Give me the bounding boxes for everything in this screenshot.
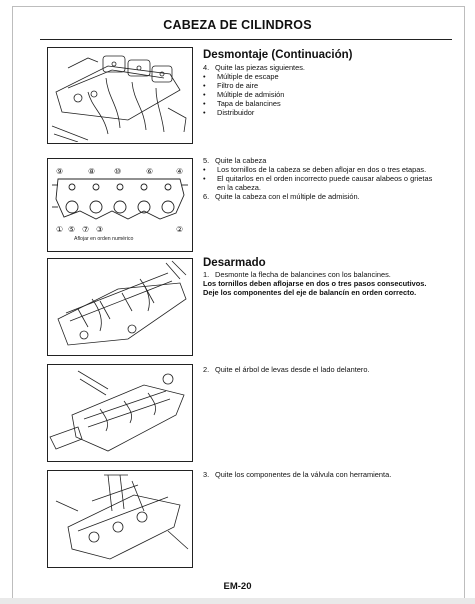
- step-3: 3. Quite los componentes de la válvula con herramienta.: [203, 470, 392, 479]
- list-item: • El quitarlos en el orden incorrecto puede causar alabeos o grietas: [203, 174, 433, 183]
- title-rule: [40, 39, 452, 40]
- bolt-number-top: ⑩: [114, 167, 122, 176]
- section-title-desmontaje: Desmontaje (Continuación): [203, 49, 353, 61]
- list-item: • Múltiple de escape: [203, 72, 279, 81]
- bolt-number-bottom: ①: [56, 225, 64, 234]
- step-text: Quite las piezas siguientes.: [215, 63, 305, 72]
- step-4: [203, 63, 305, 72]
- figure-camshaft: [47, 364, 193, 462]
- page-number: EM-20: [223, 581, 252, 592]
- bolt-number-bottom: ⑤: [68, 225, 76, 234]
- list-item-continuation: en la cabeza.: [217, 183, 261, 192]
- list-item: • Tapa de balancines: [203, 99, 281, 108]
- figure-valve-components: [47, 470, 193, 568]
- warning-note: Los tornillos deben aflojarse en dos o tres pasos consecutivos.: [203, 279, 427, 288]
- list-item: • Múltiple de admisión: [203, 90, 285, 99]
- figure-rocker-shaft: [47, 258, 193, 356]
- list-item: • Distribuidor: [203, 108, 255, 117]
- bottom-strip: [0, 598, 475, 604]
- figure-bolt-sequence: [47, 158, 193, 252]
- bolt-number-bottom: ⑦: [82, 225, 90, 234]
- bolt-number-top: ④: [176, 167, 184, 176]
- step-number: 4.: [203, 63, 210, 72]
- bolt-number-top: ⑥: [146, 167, 154, 176]
- figure-engine-manifolds: [47, 47, 193, 144]
- page-title: CABEZA DE CILINDROS: [163, 18, 312, 32]
- warning-note: Deje los componentes del eje de balancín en orden correcto.: [203, 288, 417, 297]
- figure-caption: Aflojar en orden numérico: [74, 236, 134, 242]
- step-2: 2. Quite el árbol de levas desde el lado delantero.: [203, 365, 370, 374]
- bolt-number-bottom: ②: [176, 225, 184, 234]
- step-5: 5. Quite la cabeza: [203, 156, 267, 165]
- list-item: • Filtro de aire: [203, 81, 259, 90]
- list-item: • Los tornillos de la cabeza se deben aflojar en dos o tres etapas.: [203, 165, 427, 174]
- step-6: 6. Quite la cabeza con el múltiple de admisión.: [203, 192, 360, 201]
- section-title-desarmado: Desarmado: [203, 257, 266, 269]
- bolt-number-top: ⑧: [88, 167, 96, 176]
- bolt-number-top: ⑨: [56, 167, 64, 176]
- step-1: 1. Desmonte la flecha de balancines con los balancines.: [203, 270, 391, 279]
- bolt-number-bottom: ③: [96, 225, 104, 234]
